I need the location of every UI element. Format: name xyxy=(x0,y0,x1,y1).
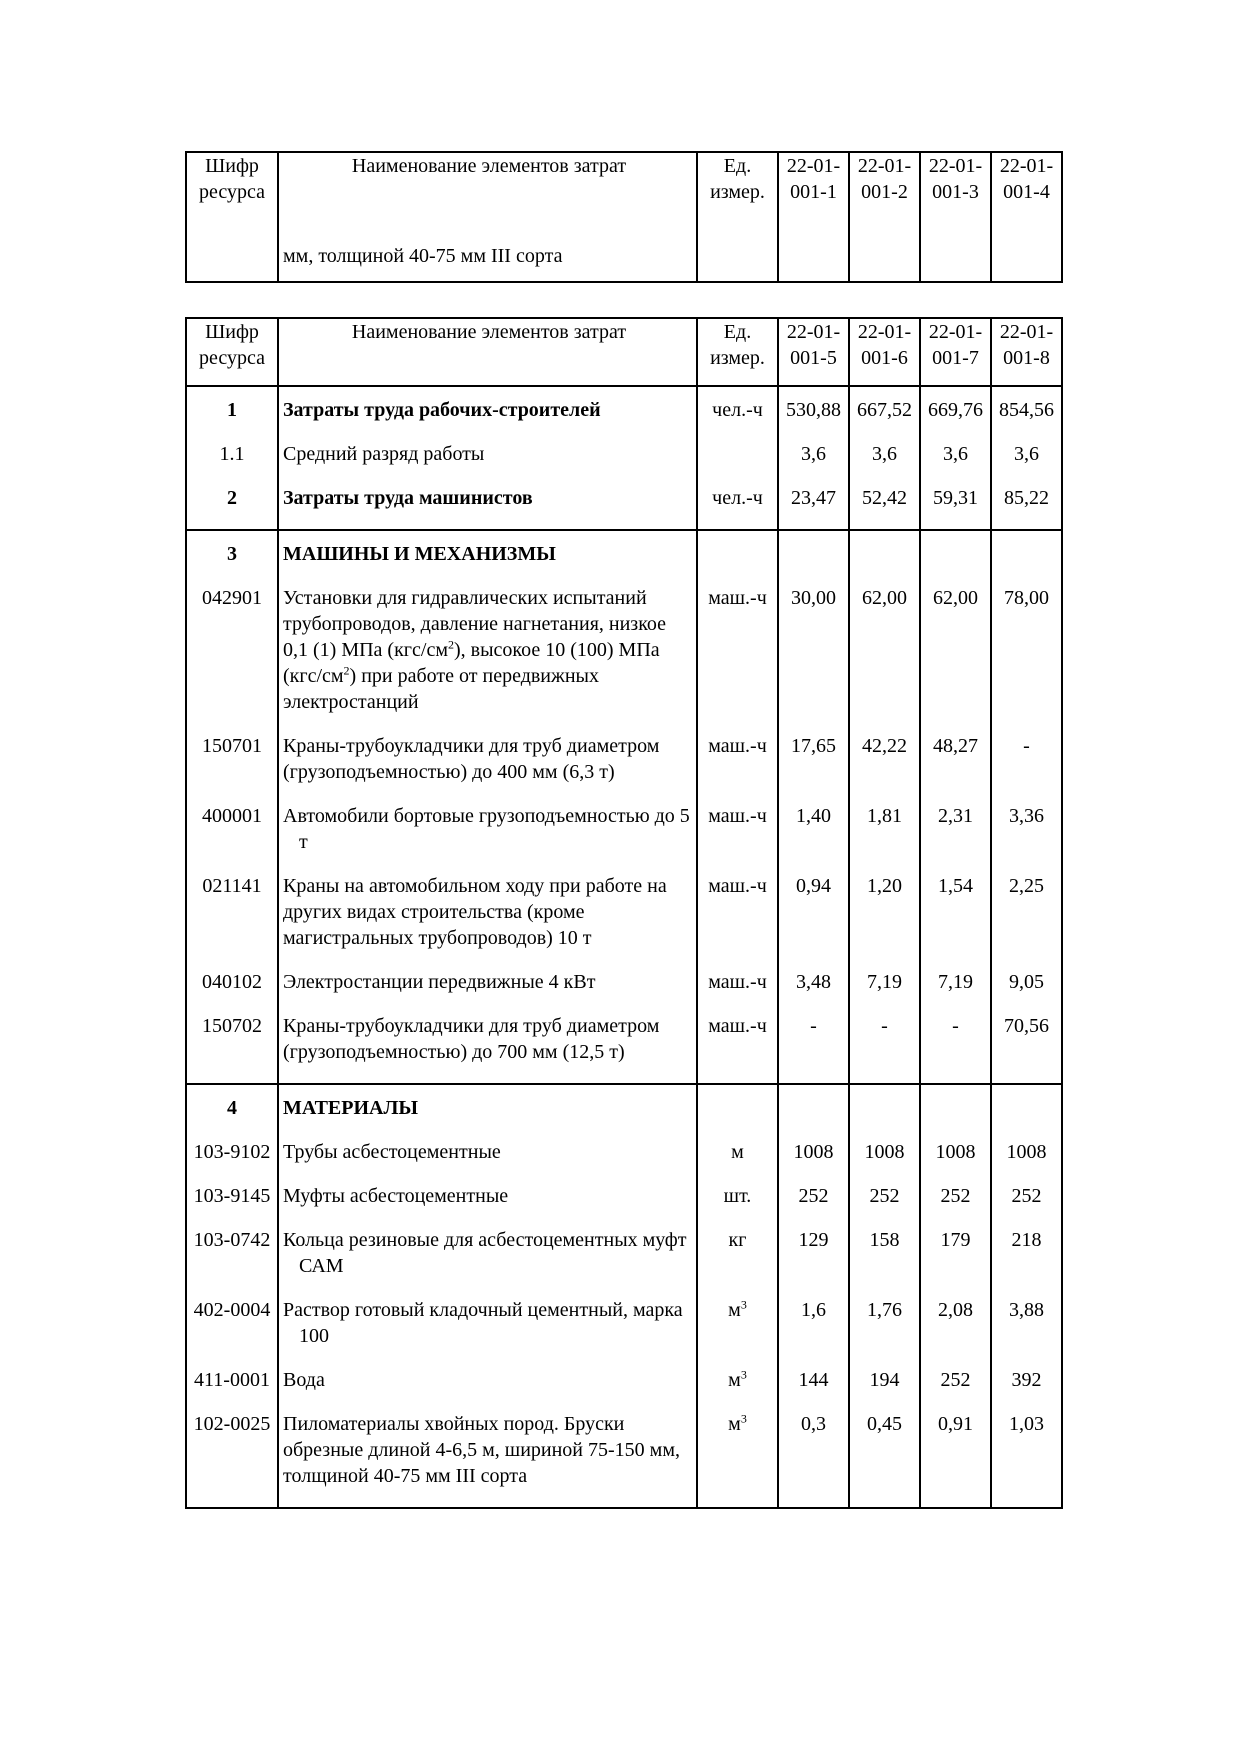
table-row xyxy=(186,1297,1062,1367)
row-value: - xyxy=(920,1013,991,1084)
row-value: 42,22 xyxy=(849,733,920,803)
row-value: 62,00 xyxy=(849,585,920,733)
row-value: 854,56 xyxy=(991,386,1062,441)
table-row xyxy=(186,969,1062,1013)
row-code: 150701 xyxy=(186,733,278,803)
header-col-2: 22-01-001-2 xyxy=(849,152,920,211)
row-name: Пиломатериалы хвойных пород. Бруски обрезные длиной 4-6,5 м, шириной 75-150 мм, толщиной 40-75 мм III сорта xyxy=(278,1411,697,1508)
row-code: 3 xyxy=(186,530,278,585)
row-value: 667,52 xyxy=(849,386,920,441)
row-unit: чел.-ч xyxy=(697,386,778,441)
row-unit: маш.-ч xyxy=(697,1013,778,1084)
row-value xyxy=(920,1084,991,1139)
row-unit: $м^3$ xyxy=(697,1411,778,1508)
row-value xyxy=(920,530,991,585)
row-name: Затраты труда рабочих-строителей xyxy=(278,386,697,441)
row-value: 1,6 xyxy=(778,1297,849,1367)
row-value: 0,45 xyxy=(849,1411,920,1508)
row-value: 0,91 xyxy=(920,1411,991,1508)
row-unit: м xyxy=(697,1139,778,1183)
row-value: 23,47 xyxy=(778,485,849,530)
row-value xyxy=(849,530,920,585)
header-col-7: 22-01-001-7 xyxy=(920,318,991,386)
row-value: 7,19 xyxy=(920,969,991,1013)
row-name: МАТЕРИАЛЫ xyxy=(278,1084,697,1139)
row-name: Электростанции передвижные 4 кВт xyxy=(278,969,697,1013)
resource-table xyxy=(185,317,1063,1509)
row-value: 2,25 xyxy=(991,873,1062,969)
row-value: 30,00 xyxy=(778,585,849,733)
table-row xyxy=(186,1411,1062,1508)
header-unit: Ед. измер. xyxy=(697,152,778,211)
row-name: Автомобили бортовые грузоподъемностью до 5 т xyxy=(278,803,697,873)
row-unit: кг xyxy=(697,1227,778,1297)
header-code: Шифр ресурса xyxy=(186,318,278,386)
row-value xyxy=(849,211,920,282)
row-value xyxy=(920,211,991,282)
row-code: 150702 xyxy=(186,1013,278,1084)
row-unit: маш.-ч xyxy=(697,803,778,873)
row-value: 1008 xyxy=(778,1139,849,1183)
row-value: 7,19 xyxy=(849,969,920,1013)
header-col-1: 22-01-001-1 xyxy=(778,152,849,211)
table-row xyxy=(186,873,1062,969)
row-code: 042901 xyxy=(186,585,278,733)
row-name: Краны-трубоукладчики для труб диаметром (грузоподъемностью) до 400 мм (6,3 т) xyxy=(278,733,697,803)
row-name: Затраты труда машинистов xyxy=(278,485,697,530)
row-unit: маш.-ч xyxy=(697,733,778,803)
row-code: 402-0004 xyxy=(186,1297,278,1367)
row-value: 3,6 xyxy=(991,441,1062,485)
row-value: 2,08 xyxy=(920,1297,991,1367)
row-code: 4 xyxy=(186,1084,278,1139)
table-row xyxy=(186,530,1062,585)
row-value: 0,3 xyxy=(778,1411,849,1508)
table-row xyxy=(186,1013,1062,1084)
row-value: 70,56 xyxy=(991,1013,1062,1084)
row-value: 0,94 xyxy=(778,873,849,969)
row-value: 129 xyxy=(778,1227,849,1297)
row-value: 1008 xyxy=(920,1139,991,1183)
row-value: 1,76 xyxy=(849,1297,920,1367)
table-row xyxy=(186,1183,1062,1227)
row-value: 179 xyxy=(920,1227,991,1297)
header-col-8: 22-01-001-8 xyxy=(991,318,1062,386)
row-unit: чел.-ч xyxy=(697,485,778,530)
header-unit: Ед. измер. xyxy=(697,318,778,386)
row-value: 85,22 xyxy=(991,485,1062,530)
row-name: Установки для гидравлических испытаний трубопроводов, давление нагнетания, низкое 0,1 (1) МПа $(кгс/см^2)$, высокое 10 (100) МПа $(кгс/см^2)$ при работе от передвижных электростанций xyxy=(278,585,697,733)
row-value: 218 xyxy=(991,1227,1062,1297)
row-name: Вода xyxy=(278,1367,697,1411)
row-value: 252 xyxy=(991,1183,1062,1227)
row-value: - xyxy=(991,733,1062,803)
table-row xyxy=(186,386,1062,441)
table-row xyxy=(186,803,1062,873)
row-name: МАШИНЫ И МЕХАНИЗМЫ xyxy=(278,530,697,585)
row-value: 252 xyxy=(849,1183,920,1227)
row-name: Краны-трубоукладчики для труб диаметром (грузоподъемностью) до 700 мм (12,5 т) xyxy=(278,1013,697,1084)
row-value: 2,31 xyxy=(920,803,991,873)
table-header-row xyxy=(186,152,1062,211)
row-unit: $м^3$ xyxy=(697,1297,778,1367)
row-value: 1,03 xyxy=(991,1411,1062,1508)
row-value: 194 xyxy=(849,1367,920,1411)
row-code: 040102 xyxy=(186,969,278,1013)
row-unit: $м^3$ xyxy=(697,1367,778,1411)
row-value: 59,31 xyxy=(920,485,991,530)
row-value xyxy=(849,1084,920,1139)
row-value: 3,6 xyxy=(778,441,849,485)
row-value: 52,42 xyxy=(849,485,920,530)
header-col-4: 22-01-001-4 xyxy=(991,152,1062,211)
row-unit xyxy=(697,530,778,585)
row-code: 102-0025 xyxy=(186,1411,278,1508)
row-value: 3,36 xyxy=(991,803,1062,873)
table-row xyxy=(186,585,1062,733)
row-code: 1.1 xyxy=(186,441,278,485)
header-code: Шифр ресурса xyxy=(186,152,278,211)
row-value: 392 xyxy=(991,1367,1062,1411)
row-code: 021141 xyxy=(186,873,278,969)
table-row xyxy=(186,211,1062,282)
row-code: 411-0001 xyxy=(186,1367,278,1411)
row-value: 78,00 xyxy=(991,585,1062,733)
resource-table-body xyxy=(186,386,1062,1508)
row-value: 158 xyxy=(849,1227,920,1297)
row-value: 252 xyxy=(778,1183,849,1227)
table-row xyxy=(186,1139,1062,1183)
row-value xyxy=(991,1084,1062,1139)
row-value: 48,27 xyxy=(920,733,991,803)
row-name: Трубы асбестоцементные xyxy=(278,1139,697,1183)
header-name: Наименование элементов затрат xyxy=(278,318,697,386)
row-value: 3,6 xyxy=(849,441,920,485)
row-unit xyxy=(697,211,778,282)
row-value xyxy=(991,211,1062,282)
row-code: 400001 xyxy=(186,803,278,873)
row-unit xyxy=(697,1084,778,1139)
row-name: Раствор готовый кладочный цементный, марка 100 xyxy=(278,1297,697,1367)
table-row xyxy=(186,1227,1062,1297)
header-name: Наименование элементов затрат xyxy=(278,152,697,211)
row-code: 2 xyxy=(186,485,278,530)
row-unit xyxy=(697,441,778,485)
row-value: 3,6 xyxy=(920,441,991,485)
row-value: 144 xyxy=(778,1367,849,1411)
table-row xyxy=(186,441,1062,485)
row-value: - xyxy=(778,1013,849,1084)
row-value: 17,65 xyxy=(778,733,849,803)
row-value: - xyxy=(849,1013,920,1084)
row-value: 1,81 xyxy=(849,803,920,873)
row-code: 103-9145 xyxy=(186,1183,278,1227)
row-value xyxy=(778,530,849,585)
row-code xyxy=(186,211,278,282)
table-row xyxy=(186,1367,1062,1411)
row-value: 62,00 xyxy=(920,585,991,733)
table-row xyxy=(186,485,1062,530)
row-value: 3,48 xyxy=(778,969,849,1013)
row-value xyxy=(778,1084,849,1139)
row-unit: маш.-ч xyxy=(697,873,778,969)
row-name: мм, толщиной 40-75 мм III сорта xyxy=(278,211,697,282)
row-name: Кольца резиновые для асбестоцементных муфт САМ xyxy=(278,1227,697,1297)
row-unit: шт. xyxy=(697,1183,778,1227)
table-row xyxy=(186,1084,1062,1139)
header-col-6: 22-01-001-6 xyxy=(849,318,920,386)
row-name: Муфты асбестоцементные xyxy=(278,1183,697,1227)
row-name: Средний разряд работы xyxy=(278,441,697,485)
row-value: 1,40 xyxy=(778,803,849,873)
row-value: 9,05 xyxy=(991,969,1062,1013)
row-value: 1008 xyxy=(991,1139,1062,1183)
table-header-row xyxy=(186,318,1062,386)
row-value: 1,20 xyxy=(849,873,920,969)
row-code: 103-0742 xyxy=(186,1227,278,1297)
row-code: 103-9102 xyxy=(186,1139,278,1183)
header-col-3: 22-01-001-3 xyxy=(920,152,991,211)
row-value xyxy=(778,211,849,282)
row-name: Краны на автомобильном ходу при работе на других видах строительства (кроме магистральных трубопроводов) 10 т xyxy=(278,873,697,969)
row-value: 3,88 xyxy=(991,1297,1062,1367)
header-col-5: 22-01-001-5 xyxy=(778,318,849,386)
row-code: 1 xyxy=(186,386,278,441)
row-value: 1008 xyxy=(849,1139,920,1183)
row-value xyxy=(991,530,1062,585)
row-value: 1,54 xyxy=(920,873,991,969)
row-unit: маш.-ч xyxy=(697,585,778,733)
row-unit: маш.-ч xyxy=(697,969,778,1013)
table-row xyxy=(186,733,1062,803)
row-value: 252 xyxy=(920,1367,991,1411)
resource-table-continued xyxy=(185,151,1063,283)
row-value: 530,88 xyxy=(778,386,849,441)
row-value: 669,76 xyxy=(920,386,991,441)
row-value: 252 xyxy=(920,1183,991,1227)
